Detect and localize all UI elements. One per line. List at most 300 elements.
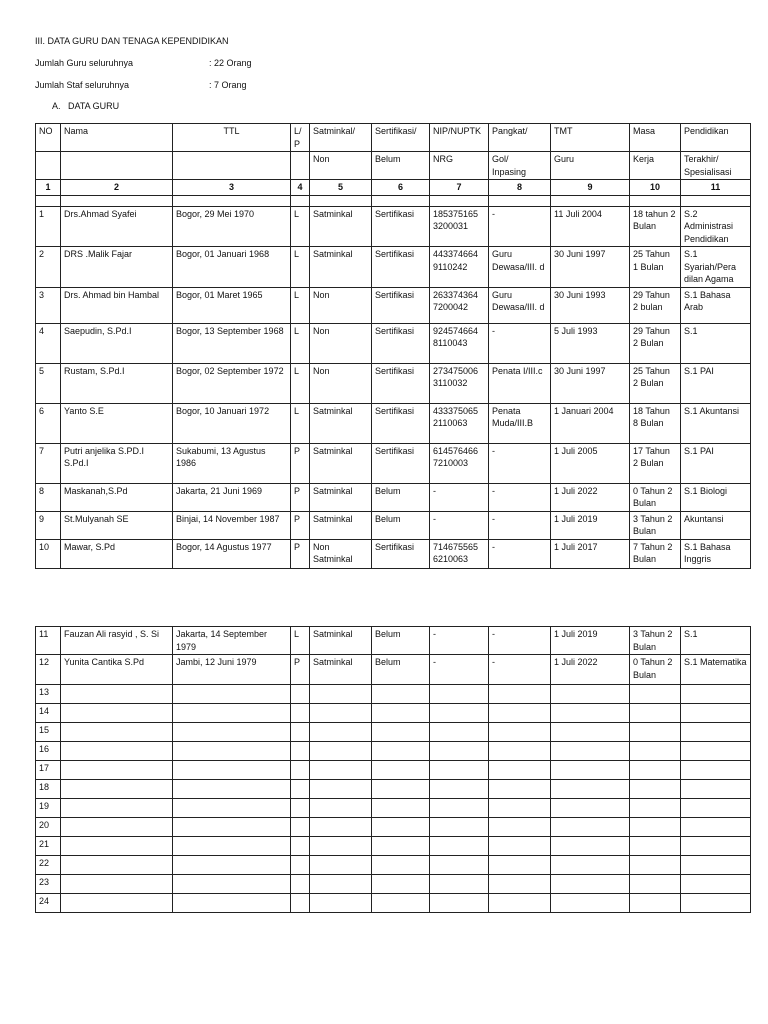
gender: L bbox=[291, 247, 310, 288]
col-number: 11 bbox=[681, 180, 751, 196]
service-length: 25 Tahun 1 Bulan bbox=[630, 247, 681, 288]
spacer-row bbox=[36, 195, 751, 206]
rank-grade: - bbox=[489, 483, 551, 511]
tmt-date: 1 Juli 2017 bbox=[551, 539, 630, 568]
tmt-date: 30 Juni 1997 bbox=[551, 247, 630, 288]
empty-cell bbox=[61, 195, 173, 206]
service-length: 3 Tahun 2 Bulan bbox=[630, 511, 681, 539]
education: S.2 Administrasi Pendidikan bbox=[681, 206, 751, 247]
gender bbox=[291, 875, 310, 894]
row-no: 7 bbox=[36, 443, 61, 483]
satminkal-status bbox=[310, 856, 372, 875]
satminkal-status bbox=[310, 875, 372, 894]
certification-status bbox=[372, 837, 430, 856]
nip-nuptk bbox=[430, 761, 489, 780]
education: S.1 bbox=[681, 627, 751, 655]
service-length: 7 Tahun 2 Bulan bbox=[630, 539, 681, 568]
col-header-nip: NIP/NUPTK bbox=[430, 124, 489, 152]
teacher-name bbox=[61, 685, 173, 704]
certification-status bbox=[372, 685, 430, 704]
nip-nuptk bbox=[430, 723, 489, 742]
row-no: 9 bbox=[36, 511, 61, 539]
certification-status bbox=[372, 856, 430, 875]
rank-grade bbox=[489, 856, 551, 875]
row-no: 12 bbox=[36, 655, 61, 685]
satminkal-status bbox=[310, 780, 372, 799]
row-no: 18 bbox=[36, 780, 61, 799]
row-no: 13 bbox=[36, 685, 61, 704]
col-number: 7 bbox=[430, 180, 489, 196]
certification-status bbox=[372, 818, 430, 837]
service-length: 17 Tahun 2 Bulan bbox=[630, 443, 681, 483]
teacher-name bbox=[61, 837, 173, 856]
teacher-table bbox=[35, 123, 751, 569]
birth-place-date bbox=[173, 894, 291, 913]
certification-status: Sertifikasi bbox=[372, 323, 430, 363]
satminkal-status: Satminkal bbox=[310, 443, 372, 483]
table-row bbox=[36, 875, 751, 894]
satminkal-status bbox=[310, 742, 372, 761]
rank-grade: Penata Muda/III.B bbox=[489, 403, 551, 443]
table-row bbox=[36, 627, 751, 655]
row-no: 6 bbox=[36, 403, 61, 443]
service-length bbox=[630, 875, 681, 894]
rank-grade bbox=[489, 761, 551, 780]
table-row bbox=[36, 780, 751, 799]
nip-nuptk bbox=[430, 894, 489, 913]
col-header-nama: Nama bbox=[61, 124, 173, 152]
satminkal-status bbox=[310, 704, 372, 723]
teacher-name bbox=[61, 780, 173, 799]
table-row bbox=[36, 323, 751, 363]
rank-grade bbox=[489, 894, 551, 913]
rank-grade bbox=[489, 875, 551, 894]
birth-place-date: Bogor, 01 Maret 1965 bbox=[173, 287, 291, 323]
nip-nuptk bbox=[430, 685, 489, 704]
education bbox=[681, 742, 751, 761]
birth-place-date: Jakarta, 21 Juni 1969 bbox=[173, 483, 291, 511]
table-row bbox=[36, 483, 751, 511]
teacher-name bbox=[61, 742, 173, 761]
rank-grade: - bbox=[489, 627, 551, 655]
teacher-name bbox=[61, 704, 173, 723]
birth-place-date bbox=[173, 780, 291, 799]
teacher-name: Putri anjelika S.PD.I S.Pd.I bbox=[61, 443, 173, 483]
rank-grade bbox=[489, 742, 551, 761]
teacher-table-continued bbox=[35, 626, 751, 913]
gender bbox=[291, 761, 310, 780]
satminkal-status: Non bbox=[310, 363, 372, 403]
col-header-masa-sub: Kerja bbox=[630, 152, 681, 180]
satminkal-status bbox=[310, 723, 372, 742]
satminkal-status: Satminkal bbox=[310, 247, 372, 288]
certification-status bbox=[372, 894, 430, 913]
row-no: 24 bbox=[36, 894, 61, 913]
gender: P bbox=[291, 443, 310, 483]
birth-place-date: Bogor, 29 Mei 1970 bbox=[173, 206, 291, 247]
certification-status: Sertifikasi bbox=[372, 539, 430, 568]
row-no: 5 bbox=[36, 363, 61, 403]
nip-nuptk: - bbox=[430, 655, 489, 685]
birth-place-date: Bogor, 02 September 1972 bbox=[173, 363, 291, 403]
teacher-name bbox=[61, 723, 173, 742]
rank-grade: Penata I/III.c bbox=[489, 363, 551, 403]
teacher-name: DRS .Malik Fajar bbox=[61, 247, 173, 288]
birth-place-date: Bogor, 01 Januari 1968 bbox=[173, 247, 291, 288]
row-no: 15 bbox=[36, 723, 61, 742]
col-header-lp-2: P bbox=[294, 138, 301, 149]
birth-place-date: Bogor, 13 September 1968 bbox=[173, 323, 291, 363]
satminkal-status: Non Satminkal bbox=[310, 539, 372, 568]
education: S.1 Bahasa Arab bbox=[681, 287, 751, 323]
education: S.1 Syariah/Pera dilan Agama bbox=[681, 247, 751, 288]
satminkal-status: Non bbox=[310, 287, 372, 323]
birth-place-date bbox=[173, 875, 291, 894]
col-header-pendidikan: Pendidikan bbox=[681, 124, 751, 152]
rank-grade bbox=[489, 837, 551, 856]
gender bbox=[291, 818, 310, 837]
teacher-name: Drs.Ahmad Syafei bbox=[61, 206, 173, 247]
education: S.1 PAI bbox=[681, 363, 751, 403]
gender: P bbox=[291, 483, 310, 511]
table-row bbox=[36, 704, 751, 723]
satminkal-status bbox=[310, 894, 372, 913]
gender bbox=[291, 723, 310, 742]
gender bbox=[291, 799, 310, 818]
education: S.1 Bahasa Inggris bbox=[681, 539, 751, 568]
education bbox=[681, 799, 751, 818]
service-length bbox=[630, 837, 681, 856]
certification-status: Sertifikasi bbox=[372, 206, 430, 247]
column-number-row bbox=[36, 180, 751, 196]
teacher-name: St.Mulyanah SE bbox=[61, 511, 173, 539]
table-row bbox=[36, 856, 751, 875]
rank-grade bbox=[489, 704, 551, 723]
teachers-count-label: Jumlah Guru seluruhnya bbox=[35, 58, 134, 68]
education bbox=[681, 761, 751, 780]
rank-grade: Guru Dewasa/III. d bbox=[489, 247, 551, 288]
row-no: 3 bbox=[36, 287, 61, 323]
gender: L bbox=[291, 403, 310, 443]
tmt-date: 1 Juli 2019 bbox=[551, 627, 630, 655]
nip-nuptk: - bbox=[430, 511, 489, 539]
row-no: 2 bbox=[36, 247, 61, 288]
nip-nuptk: - bbox=[430, 483, 489, 511]
table-row bbox=[36, 837, 751, 856]
teacher-name: Maskanah,S.Pd bbox=[61, 483, 173, 511]
col-number: 1 bbox=[36, 180, 61, 196]
row-no: 8 bbox=[36, 483, 61, 511]
table-row bbox=[36, 206, 751, 247]
birth-place-date bbox=[173, 685, 291, 704]
service-length: 18 Tahun 8 Bulan bbox=[630, 403, 681, 443]
service-length: 25 Tahun 2 Bulan bbox=[630, 363, 681, 403]
certification-status bbox=[372, 799, 430, 818]
col-header-lp bbox=[291, 124, 310, 152]
birth-place-date bbox=[173, 856, 291, 875]
nip-nuptk bbox=[430, 780, 489, 799]
col-header-pangkat-sub-1: Gol/ bbox=[492, 154, 509, 164]
col-header-nip-sub: NRG bbox=[430, 152, 489, 180]
rank-grade bbox=[489, 818, 551, 837]
col-header-pendidikan-sub-1: Terakhir/ bbox=[684, 154, 719, 164]
col-number: 4 bbox=[291, 180, 310, 196]
certification-status bbox=[372, 761, 430, 780]
nip-nuptk: 714675565 6210063 bbox=[430, 539, 489, 568]
row-no: 1 bbox=[36, 206, 61, 247]
birth-place-date bbox=[173, 818, 291, 837]
nip-nuptk: 614576466 7210003 bbox=[430, 443, 489, 483]
rank-grade: Guru Dewasa/III. d bbox=[489, 287, 551, 323]
table-row bbox=[36, 723, 751, 742]
tmt-date: 30 Juni 1993 bbox=[551, 287, 630, 323]
education bbox=[681, 875, 751, 894]
education: S.1 Matematika bbox=[681, 655, 751, 685]
teacher-name bbox=[61, 818, 173, 837]
table-row bbox=[36, 287, 751, 323]
row-no: 20 bbox=[36, 818, 61, 837]
tmt-date bbox=[551, 837, 630, 856]
education bbox=[681, 837, 751, 856]
certification-status bbox=[372, 704, 430, 723]
col-number: 3 bbox=[173, 180, 291, 196]
empty-cell bbox=[630, 195, 681, 206]
certification-status: Sertifikasi bbox=[372, 247, 430, 288]
service-length bbox=[630, 780, 681, 799]
service-length bbox=[630, 742, 681, 761]
col-header-satminkal-sub: Non bbox=[310, 152, 372, 180]
teacher-name: Yanto S.E bbox=[61, 403, 173, 443]
satminkal-status bbox=[310, 685, 372, 704]
gender bbox=[291, 780, 310, 799]
nip-nuptk: 924574664 8110043 bbox=[430, 323, 489, 363]
nip-nuptk: 263374364 7200042 bbox=[430, 287, 489, 323]
birth-place-date bbox=[173, 723, 291, 742]
gender bbox=[291, 837, 310, 856]
birth-place-date: Jakarta, 14 September 1979 bbox=[173, 627, 291, 655]
service-length bbox=[630, 856, 681, 875]
col-header-tmt: TMT bbox=[551, 124, 630, 152]
satminkal-status: Satminkal bbox=[310, 655, 372, 685]
birth-place-date: Binjai, 14 November 1987 bbox=[173, 511, 291, 539]
tmt-date: 1 Juli 2022 bbox=[551, 483, 630, 511]
service-length bbox=[630, 818, 681, 837]
tmt-date: 1 Juli 2005 bbox=[551, 443, 630, 483]
tmt-date bbox=[551, 799, 630, 818]
empty-cell bbox=[372, 195, 430, 206]
col-number: 2 bbox=[61, 180, 173, 196]
tmt-date: 1 Januari 2004 bbox=[551, 403, 630, 443]
col-header-tmt-sub: Guru bbox=[551, 152, 630, 180]
certification-status bbox=[372, 875, 430, 894]
row-no: 17 bbox=[36, 761, 61, 780]
education bbox=[681, 856, 751, 875]
nip-nuptk bbox=[430, 818, 489, 837]
empty-cell bbox=[551, 195, 630, 206]
col-header-no-sub bbox=[36, 152, 61, 180]
table-row bbox=[36, 655, 751, 685]
rank-grade: - bbox=[489, 511, 551, 539]
table-row bbox=[36, 742, 751, 761]
gender bbox=[291, 856, 310, 875]
table-row bbox=[36, 403, 751, 443]
col-header-no: NO bbox=[36, 124, 61, 152]
col-header-sertifikasi: Sertifikasi/ bbox=[372, 124, 430, 152]
certification-status: Sertifikasi bbox=[372, 363, 430, 403]
col-header-pendidikan-sub-2: Spesialisasi bbox=[684, 166, 732, 177]
birth-place-date: Bogor, 10 Januari 1972 bbox=[173, 403, 291, 443]
certification-status: Belum bbox=[372, 511, 430, 539]
birth-place-date: Jambi, 12 Juni 1979 bbox=[173, 655, 291, 685]
education: S.1 Biologi bbox=[681, 483, 751, 511]
education: S.1 bbox=[681, 323, 751, 363]
teacher-name bbox=[61, 761, 173, 780]
certification-status: Belum bbox=[372, 627, 430, 655]
empty-cell bbox=[291, 195, 310, 206]
education: S.1 Akuntansi bbox=[681, 403, 751, 443]
gender bbox=[291, 894, 310, 913]
rank-grade: - bbox=[489, 443, 551, 483]
education bbox=[681, 894, 751, 913]
gender: L bbox=[291, 323, 310, 363]
nip-nuptk bbox=[430, 856, 489, 875]
empty-cell bbox=[310, 195, 372, 206]
table-row bbox=[36, 539, 751, 568]
teacher-name bbox=[61, 799, 173, 818]
satminkal-status: Satminkal bbox=[310, 627, 372, 655]
service-length: 0 Tahun 2 Bulan bbox=[630, 483, 681, 511]
teacher-name: Mawar, S.Pd bbox=[61, 539, 173, 568]
gender bbox=[291, 704, 310, 723]
tmt-date bbox=[551, 780, 630, 799]
tmt-date bbox=[551, 875, 630, 894]
subsection-title: A. DATA GURU bbox=[52, 101, 120, 111]
certification-status: Sertifikasi bbox=[372, 287, 430, 323]
certification-status: Belum bbox=[372, 483, 430, 511]
certification-status: Sertifikasi bbox=[372, 403, 430, 443]
birth-place-date bbox=[173, 742, 291, 761]
birth-place-date: Sukabumi, 13 Agustus 1986 bbox=[173, 443, 291, 483]
tmt-date: 30 Juni 1997 bbox=[551, 363, 630, 403]
nip-nuptk bbox=[430, 875, 489, 894]
empty-cell bbox=[36, 195, 61, 206]
col-number: 6 bbox=[372, 180, 430, 196]
certification-status: Sertifikasi bbox=[372, 443, 430, 483]
tmt-date: 1 Juli 2022 bbox=[551, 655, 630, 685]
teacher-name: Drs. Ahmad bin Hambal bbox=[61, 287, 173, 323]
col-header-ttl: TTL bbox=[173, 124, 291, 152]
nip-nuptk: 185375165 3200031 bbox=[430, 206, 489, 247]
satminkal-status bbox=[310, 761, 372, 780]
gender bbox=[291, 685, 310, 704]
row-no: 4 bbox=[36, 323, 61, 363]
teacher-name bbox=[61, 856, 173, 875]
service-length: 3 Tahun 2 Bulan bbox=[630, 627, 681, 655]
row-no: 21 bbox=[36, 837, 61, 856]
tmt-date bbox=[551, 685, 630, 704]
education bbox=[681, 704, 751, 723]
birth-place-date bbox=[173, 761, 291, 780]
teacher-name: Saepudin, S.Pd.I bbox=[61, 323, 173, 363]
service-length bbox=[630, 685, 681, 704]
certification-status bbox=[372, 742, 430, 761]
nip-nuptk: 273475006 3110032 bbox=[430, 363, 489, 403]
col-header-satminkal: Satminkal/ bbox=[310, 124, 372, 152]
empty-cell bbox=[430, 195, 489, 206]
row-no: 19 bbox=[36, 799, 61, 818]
rank-grade bbox=[489, 685, 551, 704]
tmt-date bbox=[551, 894, 630, 913]
service-length: 29 Tahun 2 Bulan bbox=[630, 323, 681, 363]
satminkal-status: Satminkal bbox=[310, 483, 372, 511]
satminkal-status bbox=[310, 837, 372, 856]
education: S.1 PAI bbox=[681, 443, 751, 483]
rank-grade: - bbox=[489, 655, 551, 685]
birth-place-date: Bogor, 14 Agustus 1977 bbox=[173, 539, 291, 568]
education bbox=[681, 723, 751, 742]
satminkal-status bbox=[310, 799, 372, 818]
service-length: 29 Tahun 2 bulan bbox=[630, 287, 681, 323]
row-no: 22 bbox=[36, 856, 61, 875]
col-number: 9 bbox=[551, 180, 630, 196]
col-number: 5 bbox=[310, 180, 372, 196]
gender: P bbox=[291, 539, 310, 568]
teacher-name: Fauzan Ali rasyid , S. Si bbox=[61, 627, 173, 655]
row-no: 10 bbox=[36, 539, 61, 568]
section-title: III. DATA GURU DAN TENAGA KEPENDIDIKAN bbox=[35, 36, 229, 46]
nip-nuptk bbox=[430, 837, 489, 856]
rank-grade bbox=[489, 780, 551, 799]
tmt-date bbox=[551, 818, 630, 837]
gender: L bbox=[291, 627, 310, 655]
tmt-date: 11 Juli 2004 bbox=[551, 206, 630, 247]
col-header-nama-sub bbox=[61, 152, 173, 180]
staff-count-label: Jumlah Staf seluruhnya bbox=[35, 80, 130, 90]
certification-status bbox=[372, 780, 430, 799]
table-row bbox=[36, 799, 751, 818]
row-no: 16 bbox=[36, 742, 61, 761]
table-row bbox=[36, 443, 751, 483]
empty-cell bbox=[681, 195, 751, 206]
col-header-sertifikasi-sub: Belum bbox=[372, 152, 430, 180]
tmt-date bbox=[551, 723, 630, 742]
table-row bbox=[36, 247, 751, 288]
satminkal-status: Non bbox=[310, 323, 372, 363]
satminkal-status bbox=[310, 818, 372, 837]
table-row bbox=[36, 685, 751, 704]
tmt-date: 1 Juli 2019 bbox=[551, 511, 630, 539]
teachers-count-value: : 22 Orang bbox=[209, 58, 252, 68]
nip-nuptk: 443374664 9110242 bbox=[430, 247, 489, 288]
teacher-name bbox=[61, 894, 173, 913]
row-no: 23 bbox=[36, 875, 61, 894]
service-length bbox=[630, 894, 681, 913]
gender: L bbox=[291, 287, 310, 323]
teacher-name: Rustam, S.Pd.I bbox=[61, 363, 173, 403]
empty-cell bbox=[173, 195, 291, 206]
rank-grade: - bbox=[489, 323, 551, 363]
education: Akuntansi bbox=[681, 511, 751, 539]
gender: P bbox=[291, 655, 310, 685]
nip-nuptk: 433375065 2110063 bbox=[430, 403, 489, 443]
col-header-pangkat-sub-2: Inpasing bbox=[492, 166, 527, 177]
table-row bbox=[36, 818, 751, 837]
birth-place-date bbox=[173, 837, 291, 856]
col-number: 10 bbox=[630, 180, 681, 196]
col-header-lp-1: L/ bbox=[294, 126, 302, 136]
education bbox=[681, 685, 751, 704]
service-length: 18 tahun 2 Bulan bbox=[630, 206, 681, 247]
